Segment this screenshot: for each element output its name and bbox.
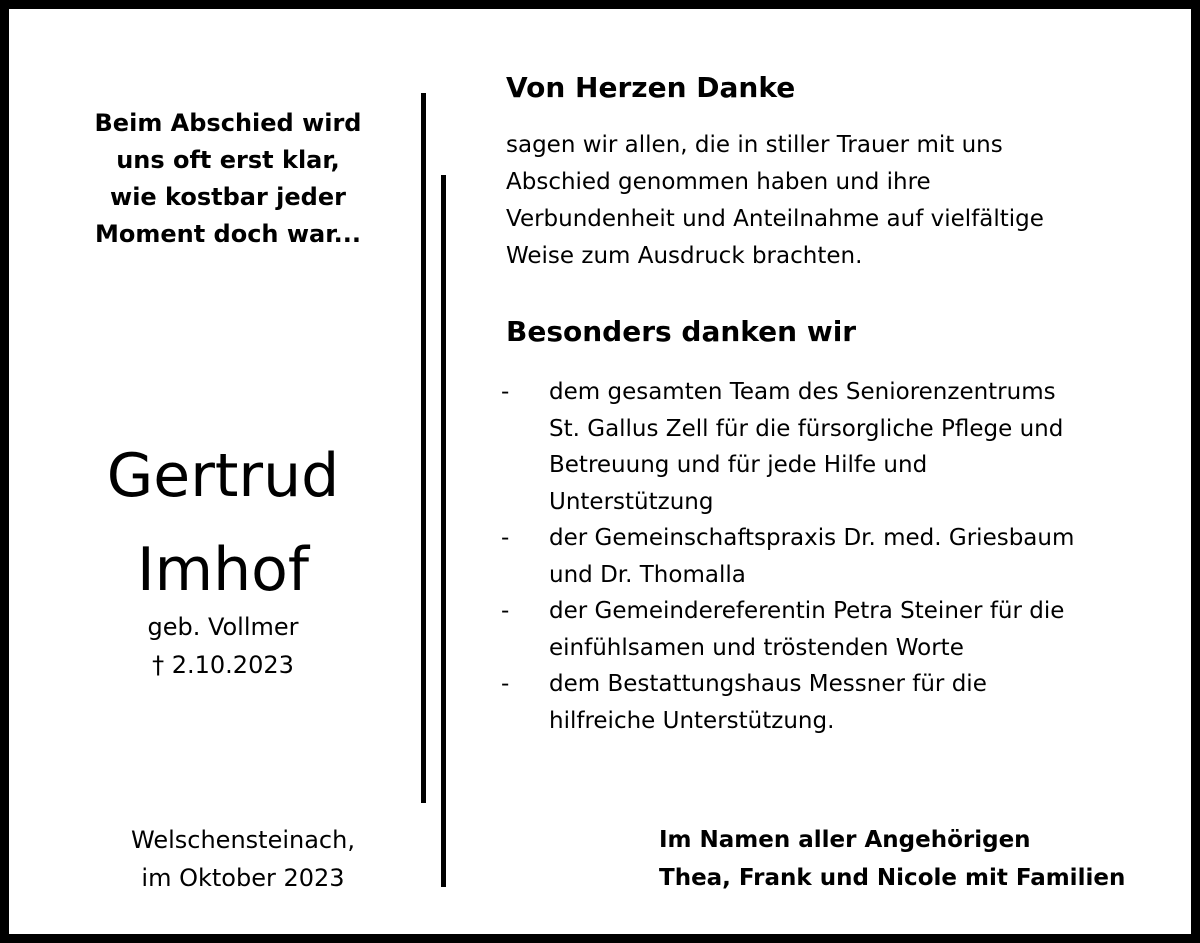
list-item-line: hilfreiche Unterstützung. bbox=[549, 707, 835, 734]
list-item bbox=[501, 520, 1191, 593]
signature-line: Thea, Frank und Nicole mit Familien bbox=[659, 865, 1126, 891]
thanks-heading: Von Herzen Danke bbox=[506, 71, 796, 104]
deceased-last-name: Imhof bbox=[136, 535, 309, 605]
deceased-first-name: Gertrud bbox=[106, 441, 340, 511]
signature-block bbox=[659, 821, 1125, 897]
memorial-quote bbox=[69, 105, 387, 253]
list-item bbox=[501, 666, 1191, 739]
thanks-line: Abschied genommen haben und ihre bbox=[506, 169, 931, 195]
thanks-line: Verbundenheit und Anteilnahme auf vielfältige bbox=[506, 206, 1044, 232]
list-item-line: Unterstützung bbox=[549, 488, 714, 515]
list-item-line: der Gemeindereferentin Petra Steiner für die bbox=[549, 598, 1065, 624]
list-item-line: einfühlsamen und tröstenden Worte bbox=[549, 634, 964, 661]
quote-line: wie kostbar jeder bbox=[110, 183, 346, 211]
divider-line-left bbox=[421, 93, 426, 803]
special-thanks-heading: Besonders danken wir bbox=[506, 315, 857, 348]
special-thanks-list bbox=[501, 374, 1191, 739]
bullet-dash: - bbox=[501, 379, 510, 405]
list-item-line: dem Bestattungshaus Messner für die bbox=[549, 671, 987, 697]
bullet-dash: - bbox=[501, 671, 510, 697]
place-and-date bbox=[69, 821, 417, 897]
signature-line: Im Namen aller Angehörigen bbox=[659, 827, 1031, 853]
bullet-dash: - bbox=[501, 525, 510, 551]
thanks-line: sagen wir allen, die in stiller Trauer mit uns bbox=[506, 132, 1003, 158]
date-line: im Oktober 2023 bbox=[141, 864, 345, 892]
birth-name: geb. Vollmer bbox=[147, 613, 299, 641]
quote-line: uns oft erst klar, bbox=[116, 146, 340, 174]
list-item-line: der Gemeinschaftspraxis Dr. med. Griesbaum bbox=[549, 525, 1075, 551]
list-item-line: und Dr. Thomalla bbox=[549, 561, 746, 588]
quote-line: Beim Abschied wird bbox=[94, 109, 362, 137]
death-date: † 2.10.2023 bbox=[152, 651, 294, 679]
divider-line-right bbox=[441, 175, 446, 887]
list-item-line: St. Gallus Zell für die fürsorgliche Pflege und bbox=[549, 415, 1064, 442]
list-item-line: Betreuung und für jede Hilfe und bbox=[549, 452, 928, 478]
place-line: Welschensteinach, bbox=[131, 826, 355, 854]
list-item-line: dem gesamten Team des Seniorenzentrums bbox=[549, 379, 1056, 405]
thanks-line: Weise zum Ausdruck brachten. bbox=[506, 243, 863, 269]
list-item bbox=[501, 374, 1191, 520]
list-item bbox=[501, 593, 1191, 666]
bullet-dash: - bbox=[501, 598, 510, 624]
thanks-paragraph bbox=[506, 127, 1166, 275]
quote-line: Moment doch war... bbox=[94, 220, 362, 248]
